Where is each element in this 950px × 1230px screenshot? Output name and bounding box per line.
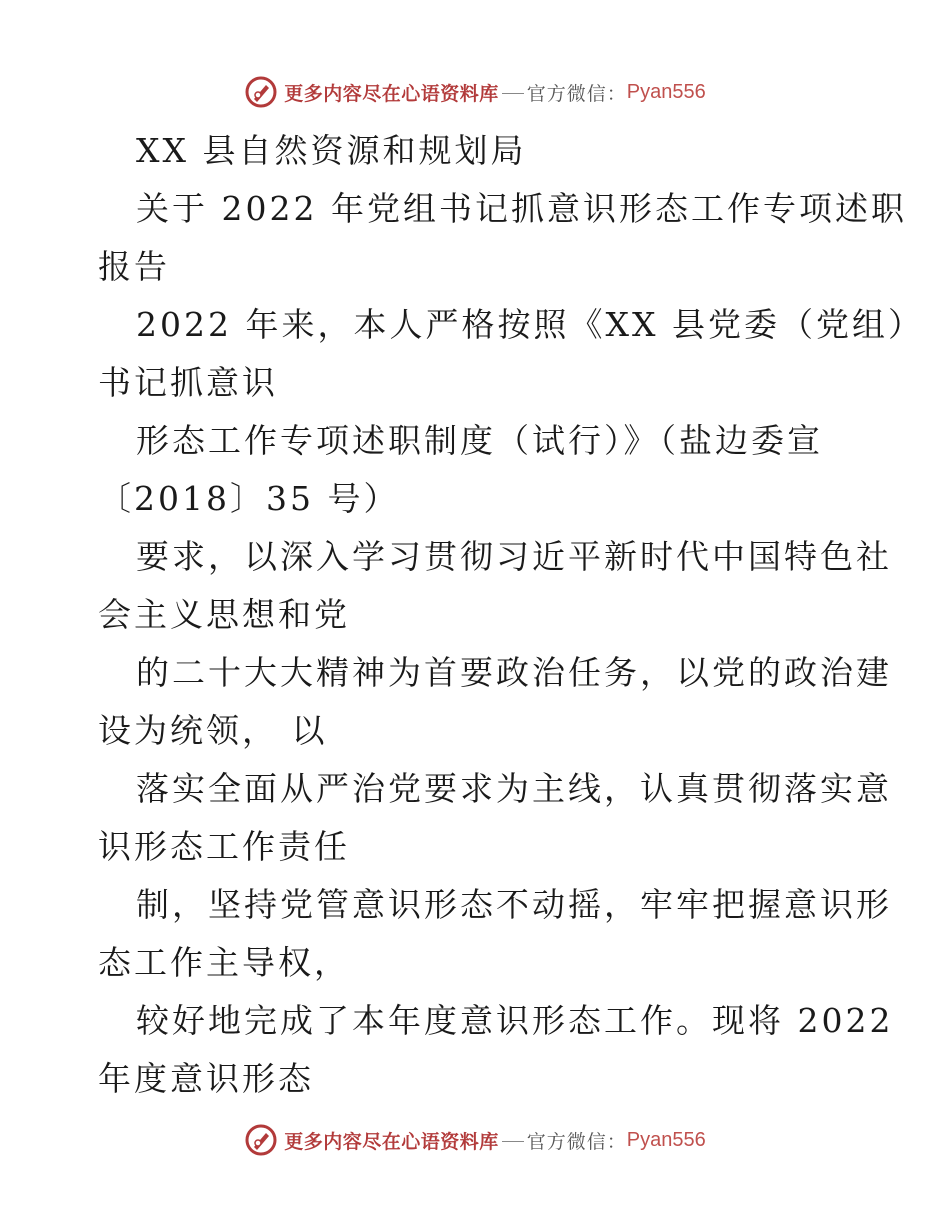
banner-right-text: 官方微信： [526,1130,627,1153]
banner-dash [502,1141,524,1142]
doc-line: XX 县自然资源和规划局 [136,131,527,170]
doc-line: 制，坚持党管意识形态不动摇，牢牢把握意识形 [136,885,892,924]
doc-line: 较好地完成了本年度意识形态工作。现将 2022 [136,1001,894,1040]
doc-line: 关于 2022 年党组书记抓意识形态工作专项述职 [136,189,907,228]
banner-dash [502,93,524,94]
doc-line: 书记抓意识 [98,363,278,402]
doc-line: 态工作主导权， [98,943,350,982]
footer-watermark-banner [0,1120,950,1160]
doc-line: 识形态工作责任 [98,827,350,866]
pen-logo-icon [244,75,278,109]
doc-line: 〔2018〕35 号） [98,479,400,518]
document-body [98,122,924,1108]
banner-left-text: 更多内容尽在心语资料库 [284,82,499,105]
doc-line: 落实全面从严治党要求为主线，认真贯彻落实意 [136,769,892,808]
doc-line: 的二十大大精神为首要政治任务，以党的政治建 [136,653,892,692]
pen-logo-icon [244,1123,278,1157]
doc-line: 报告 [98,247,170,286]
banner-wechat-id: Pyan556 [626,1128,706,1151]
banner-left-text: 更多内容尽在心语资料库 [284,1130,499,1153]
doc-line: 年度意识形态 [98,1059,314,1098]
doc-line: 要求，以深入学习贯彻习近平新时代中国特色社 [136,537,892,576]
banner-wechat-id: Pyan556 [626,80,706,103]
doc-line: 设为统领， 以 [98,711,328,750]
doc-line: 2022 年来，本人严格按照《XX 县党委（党组） [136,305,924,344]
header-watermark-banner [0,72,950,112]
doc-line: 形态工作专项述职制度（试行）》（盐边委宣 [136,421,823,460]
doc-line: 会主义思想和党 [98,595,350,634]
banner-right-text: 官方微信： [526,82,627,105]
